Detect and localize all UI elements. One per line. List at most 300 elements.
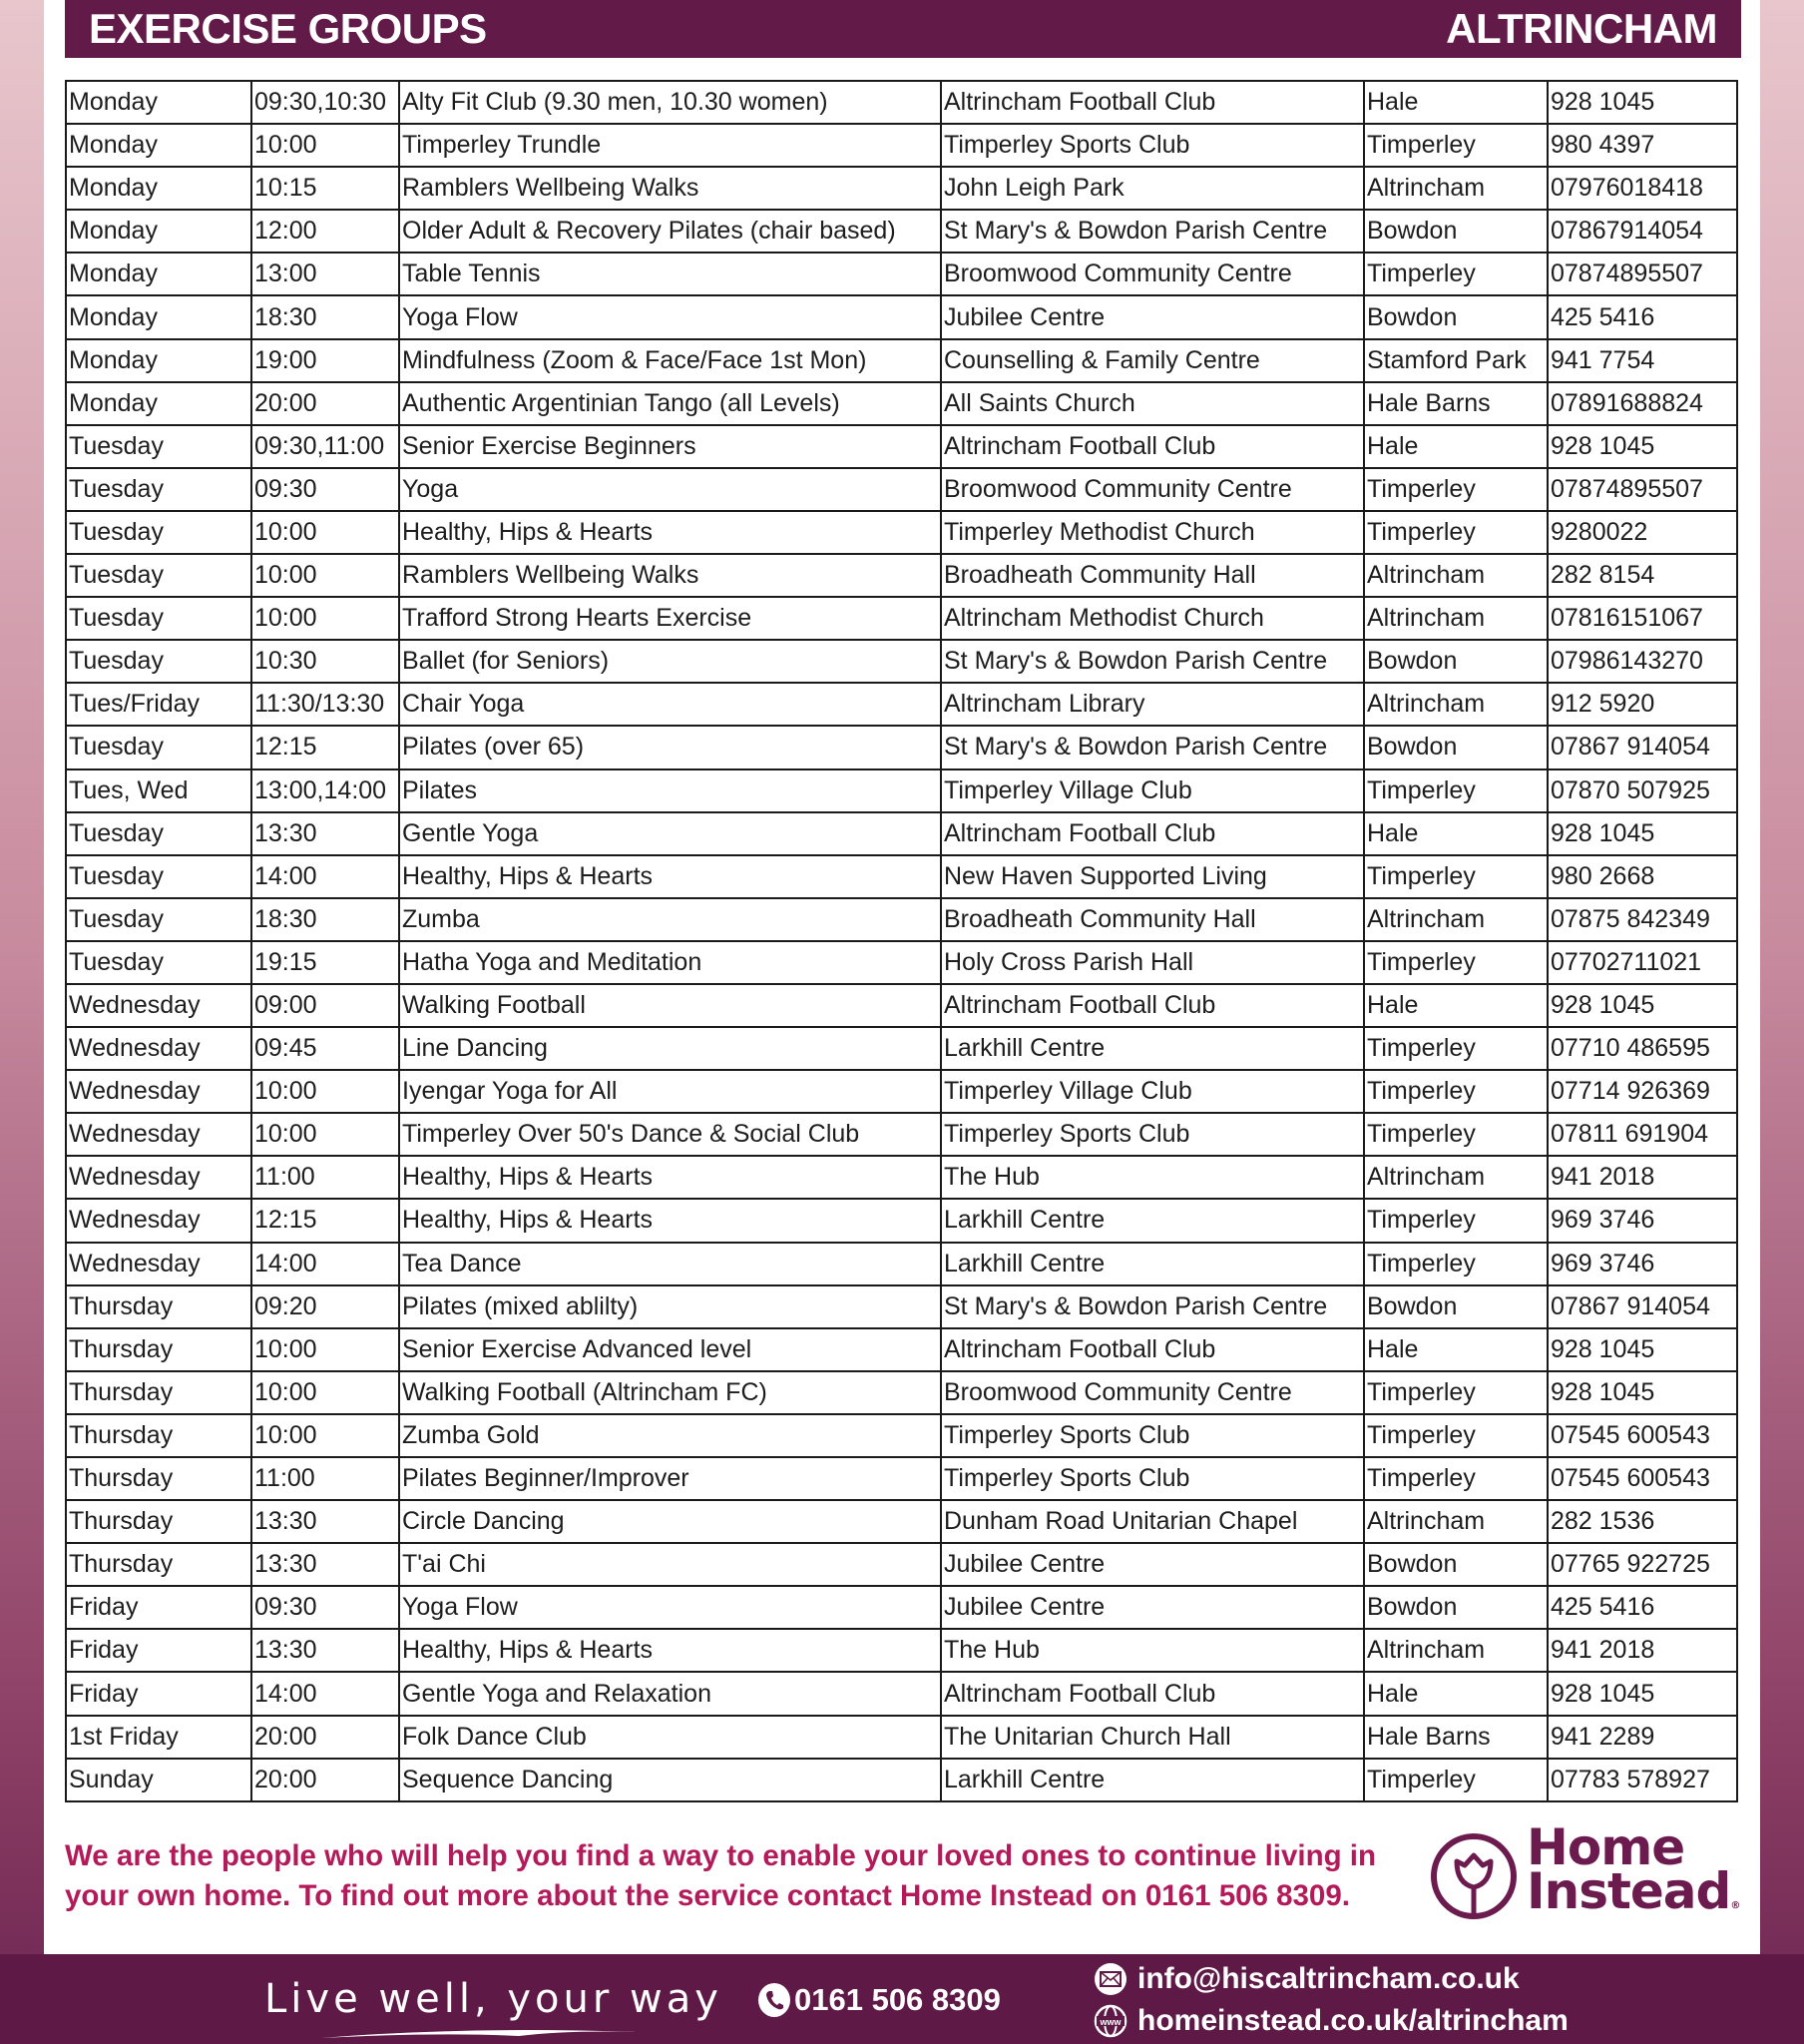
cell-phone[interactable]: 969 3746 — [1548, 1243, 1737, 1285]
cell-phone[interactable]: 941 2018 — [1548, 1629, 1737, 1672]
table-row — [66, 726, 1737, 768]
cell-activity: Pilates (mixed ablilty) — [399, 1285, 941, 1328]
cell-time: 09:30,11:00 — [251, 425, 399, 468]
envelope-icon — [1094, 1962, 1128, 1996]
table-row — [66, 1716, 1737, 1759]
cell-time: 09:00 — [251, 984, 399, 1027]
cell-activity: Chair Yoga — [399, 683, 941, 726]
cell-phone[interactable]: 928 1045 — [1548, 1371, 1737, 1414]
cell-venue: Broomwood Community Centre — [941, 1371, 1364, 1414]
cell-day: Tuesday — [66, 941, 251, 984]
footer-email-address: info@hiscaltrincham.co.uk — [1137, 1962, 1520, 1995]
cell-venue: St Mary's & Bowdon Parish Centre — [941, 210, 1364, 253]
cell-day: Monday — [66, 382, 251, 425]
cell-day: Sunday — [66, 1759, 251, 1801]
cell-area: Timperley — [1364, 769, 1548, 812]
table-row — [66, 1586, 1737, 1629]
globe-www-icon — [1094, 2004, 1128, 2038]
table-row — [66, 511, 1737, 554]
cell-activity: Timperley Trundle — [399, 124, 941, 167]
cell-activity: Yoga Flow — [399, 1586, 941, 1629]
location-title: ALTRINCHAM — [1446, 5, 1717, 52]
cell-activity: Walking Football (Altrincham FC) — [399, 1371, 941, 1414]
cell-activity: Ramblers Wellbeing Walks — [399, 554, 941, 597]
table-row — [66, 640, 1737, 683]
table-row — [66, 1027, 1737, 1070]
cell-day: Thursday — [66, 1371, 251, 1414]
cell-activity: Pilates Beginner/Improver — [399, 1457, 941, 1500]
cell-area: Bowdon — [1364, 1543, 1548, 1586]
table-row — [66, 382, 1737, 425]
footer-phone-number: 0161 506 8309 — [794, 1982, 1001, 2017]
cell-time: 11:00 — [251, 1156, 399, 1199]
table-row — [66, 1371, 1737, 1414]
cell-time: 14:00 — [251, 1243, 399, 1285]
tulip-circle-icon — [1429, 1831, 1519, 1921]
footer-phone[interactable] — [758, 1982, 1001, 2018]
table-row — [66, 339, 1737, 382]
cell-day: Tuesday — [66, 597, 251, 640]
cell-phone[interactable]: 07875 842349 — [1548, 898, 1737, 941]
cell-phone[interactable]: 07874895507 — [1548, 253, 1737, 295]
cell-venue: Timperley Sports Club — [941, 124, 1364, 167]
cell-day: Monday — [66, 339, 251, 382]
table-row — [66, 81, 1737, 124]
cell-day: Wednesday — [66, 984, 251, 1027]
cell-activity: Timperley Over 50's Dance & Social Club — [399, 1113, 941, 1156]
cell-area: Hale — [1364, 1672, 1548, 1715]
cell-venue: John Leigh Park — [941, 167, 1364, 210]
cell-venue: The Hub — [941, 1629, 1364, 1672]
table-row — [66, 1629, 1737, 1672]
table-row — [66, 253, 1737, 295]
cell-area: Altrincham — [1364, 167, 1548, 210]
cell-day: Monday — [66, 167, 251, 210]
cell-time: 11:30/13:30 — [251, 683, 399, 726]
cell-phone[interactable]: 928 1045 — [1548, 81, 1737, 124]
cell-day: 1st Friday — [66, 1716, 251, 1759]
cell-venue: Altrincham Library — [941, 683, 1364, 726]
table-row — [66, 941, 1737, 984]
table-row — [66, 1243, 1737, 1285]
cell-phone[interactable]: 941 2018 — [1548, 1156, 1737, 1199]
cell-venue: Jubilee Centre — [941, 1543, 1364, 1586]
table-row — [66, 683, 1737, 726]
cell-venue: Altrincham Methodist Church — [941, 597, 1364, 640]
cell-day: Tuesday — [66, 640, 251, 683]
cell-area: Timperley — [1364, 941, 1548, 984]
cell-activity: Gentle Yoga — [399, 812, 941, 855]
cell-activity: Iyengar Yoga for All — [399, 1070, 941, 1113]
cell-day: Tues/Friday — [66, 683, 251, 726]
cell-activity: Older Adult & Recovery Pilates (chair based) — [399, 210, 941, 253]
cell-area: Altrincham — [1364, 1629, 1548, 1672]
cell-phone[interactable]: 07714 926369 — [1548, 1070, 1737, 1113]
cell-activity: Tea Dance — [399, 1243, 941, 1285]
cell-activity: Senior Exercise Advanced level — [399, 1328, 941, 1371]
cell-activity: Folk Dance Club — [399, 1716, 941, 1759]
cell-venue: Broomwood Community Centre — [941, 468, 1364, 511]
cell-activity: T'ai Chi — [399, 1543, 941, 1586]
cell-venue: Broadheath Community Hall — [941, 898, 1364, 941]
cell-venue: Counselling & Family Centre — [941, 339, 1364, 382]
cell-area: Hale — [1364, 425, 1548, 468]
cell-time: 10:30 — [251, 640, 399, 683]
cell-activity: Circle Dancing — [399, 1500, 941, 1543]
tagline: Live well, your way — [264, 1976, 722, 2022]
cell-activity: Walking Football — [399, 984, 941, 1027]
table-row — [66, 1457, 1737, 1500]
cell-day: Wednesday — [66, 1156, 251, 1199]
cell-area: Bowdon — [1364, 1586, 1548, 1629]
cell-day: Tuesday — [66, 812, 251, 855]
cell-time: 11:00 — [251, 1457, 399, 1500]
cell-day: Tuesday — [66, 898, 251, 941]
cell-phone[interactable]: 941 2289 — [1548, 1716, 1737, 1759]
cell-day: Friday — [66, 1672, 251, 1715]
table-row — [66, 1199, 1737, 1242]
cell-area: Timperley — [1364, 468, 1548, 511]
table-row — [66, 295, 1737, 338]
table-row — [66, 812, 1737, 855]
cell-area: Timperley — [1364, 1070, 1548, 1113]
table-row — [66, 855, 1737, 898]
cell-time: 13:00 — [251, 253, 399, 295]
cell-time: 19:00 — [251, 339, 399, 382]
cell-phone[interactable]: 928 1045 — [1548, 425, 1737, 468]
cell-venue: Larkhill Centre — [941, 1759, 1364, 1801]
cell-day: Tuesday — [66, 726, 251, 768]
cell-day: Monday — [66, 295, 251, 338]
cell-phone[interactable]: 07545 600543 — [1548, 1457, 1737, 1500]
cell-time: 10:00 — [251, 124, 399, 167]
cell-day: Monday — [66, 124, 251, 167]
cell-activity: Pilates — [399, 769, 941, 812]
cell-time: 13:30 — [251, 1629, 399, 1672]
cell-venue: Broomwood Community Centre — [941, 253, 1364, 295]
cell-time: 20:00 — [251, 1716, 399, 1759]
cell-phone[interactable]: 425 5416 — [1548, 1586, 1737, 1629]
cell-area: Hale — [1364, 984, 1548, 1027]
cell-area: Bowdon — [1364, 640, 1548, 683]
cell-phone[interactable]: 928 1045 — [1548, 984, 1737, 1027]
cell-phone[interactable]: 07702711021 — [1548, 941, 1737, 984]
cell-area: Timperley — [1364, 253, 1548, 295]
phone-icon — [758, 1983, 790, 2017]
cell-venue: St Mary's & Bowdon Parish Centre — [941, 640, 1364, 683]
cell-day: Friday — [66, 1586, 251, 1629]
cell-area: Timperley — [1364, 1371, 1548, 1414]
cell-phone[interactable]: 07867 914054 — [1548, 726, 1737, 768]
cell-time: 14:00 — [251, 855, 399, 898]
home-instead-logo — [1429, 1817, 1748, 1926]
cell-area: Altrincham — [1364, 554, 1548, 597]
cell-area: Timperley — [1364, 124, 1548, 167]
cell-activity: Zumba — [399, 898, 941, 941]
cell-time: 10:00 — [251, 1113, 399, 1156]
cell-day: Tues, Wed — [66, 769, 251, 812]
cell-activity: Healthy, Hips & Hearts — [399, 511, 941, 554]
cell-time: 10:00 — [251, 1328, 399, 1371]
header-bar — [65, 0, 1741, 58]
cell-area: Altrincham — [1364, 1156, 1548, 1199]
cell-activity: Healthy, Hips & Hearts — [399, 1199, 941, 1242]
cell-venue: The Hub — [941, 1156, 1364, 1199]
cell-venue: All Saints Church — [941, 382, 1364, 425]
cell-day: Tuesday — [66, 554, 251, 597]
cell-phone[interactable]: 07976018418 — [1548, 167, 1737, 210]
cell-venue: St Mary's & Bowdon Parish Centre — [941, 726, 1364, 768]
cell-venue: The Unitarian Church Hall — [941, 1716, 1364, 1759]
registered-mark: ® — [1730, 1899, 1741, 1911]
cell-day: Wednesday — [66, 1243, 251, 1285]
cell-activity: Hatha Yoga and Meditation — [399, 941, 941, 984]
cell-activity: Table Tennis — [399, 253, 941, 295]
cell-area: Altrincham — [1364, 683, 1548, 726]
cell-area: Timperley — [1364, 511, 1548, 554]
cell-phone[interactable]: 07545 600543 — [1548, 1414, 1737, 1457]
table-row — [66, 1113, 1737, 1156]
cell-venue: Altrincham Football Club — [941, 425, 1364, 468]
cell-activity: Gentle Yoga and Relaxation — [399, 1672, 941, 1715]
cell-area: Timperley — [1364, 855, 1548, 898]
cell-phone[interactable]: 07874895507 — [1548, 468, 1737, 511]
table-row — [66, 554, 1737, 597]
cell-venue: Timperley Sports Club — [941, 1457, 1364, 1500]
cell-time: 13:30 — [251, 1543, 399, 1586]
cell-area: Timperley — [1364, 1243, 1548, 1285]
cell-venue: Altrincham Football Club — [941, 812, 1364, 855]
cell-time: 10:00 — [251, 1414, 399, 1457]
cell-venue: Dunham Road Unitarian Chapel — [941, 1500, 1364, 1543]
cell-day: Thursday — [66, 1285, 251, 1328]
table-row — [66, 124, 1737, 167]
cell-venue: Timperley Village Club — [941, 769, 1364, 812]
cell-phone[interactable]: 941 7754 — [1548, 339, 1737, 382]
svg-text:www: www — [1100, 2017, 1122, 2027]
cell-phone[interactable]: 07816151067 — [1548, 597, 1737, 640]
cell-time: 13:30 — [251, 812, 399, 855]
cell-phone[interactable]: 980 2668 — [1548, 855, 1737, 898]
cell-day: Tuesday — [66, 855, 251, 898]
cell-time: 20:00 — [251, 382, 399, 425]
cell-time: 14:00 — [251, 1672, 399, 1715]
cell-area: Timperley — [1364, 1113, 1548, 1156]
logo-wordmark — [1527, 1817, 1741, 1928]
cell-venue: Timperley Village Club — [941, 1070, 1364, 1113]
cell-venue: New Haven Supported Living — [941, 855, 1364, 898]
logo-line-home: Home — [1527, 1817, 1685, 1876]
page-title: EXERCISE GROUPS — [89, 5, 487, 52]
cell-phone[interactable]: 282 8154 — [1548, 554, 1737, 597]
cell-activity: Yoga Flow — [399, 295, 941, 338]
cell-day: Tuesday — [66, 511, 251, 554]
table-row — [66, 1070, 1737, 1113]
cell-venue: Altrincham Football Club — [941, 1328, 1364, 1371]
cell-phone[interactable]: 07891688824 — [1548, 382, 1737, 425]
cell-venue: Altrincham Football Club — [941, 984, 1364, 1027]
cell-activity: Pilates (over 65) — [399, 726, 941, 768]
cell-area: Timperley — [1364, 1414, 1548, 1457]
cell-activity: Authentic Argentinian Tango (all Levels) — [399, 382, 941, 425]
cell-venue: St Mary's & Bowdon Parish Centre — [941, 1285, 1364, 1328]
cell-activity: Sequence Dancing — [399, 1759, 941, 1801]
cell-activity: Ramblers Wellbeing Walks — [399, 167, 941, 210]
cell-activity: Alty Fit Club (9.30 men, 10.30 women) — [399, 81, 941, 124]
cell-day: Thursday — [66, 1543, 251, 1586]
table-row — [66, 1500, 1737, 1543]
cell-venue: Altrincham Football Club — [941, 1672, 1364, 1715]
cell-area: Timperley — [1364, 1199, 1548, 1242]
cell-phone[interactable]: 07986143270 — [1548, 640, 1737, 683]
cell-venue: Altrincham Football Club — [941, 81, 1364, 124]
cell-time: 10:15 — [251, 167, 399, 210]
cell-time: 12:00 — [251, 210, 399, 253]
cell-area: Hale Barns — [1364, 1716, 1548, 1759]
cell-day: Wednesday — [66, 1027, 251, 1070]
logo-line-instead: Instead — [1527, 1861, 1731, 1920]
cell-venue: Timperley Sports Club — [941, 1113, 1364, 1156]
cell-area: Timperley — [1364, 1759, 1548, 1801]
cell-day: Wednesday — [66, 1113, 251, 1156]
cell-day: Thursday — [66, 1500, 251, 1543]
cell-time: 10:00 — [251, 597, 399, 640]
cell-area: Hale — [1364, 812, 1548, 855]
table-row — [66, 898, 1737, 941]
footer-website-url: homeinstead.co.uk/altrincham — [1137, 2004, 1569, 2037]
cell-phone[interactable]: 425 5416 — [1548, 295, 1737, 338]
cell-venue: Holy Cross Parish Hall — [941, 941, 1364, 984]
table-row — [66, 210, 1737, 253]
table-row — [66, 1328, 1737, 1371]
cell-time: 09:30 — [251, 1586, 399, 1629]
cell-time: 10:00 — [251, 554, 399, 597]
cell-day: Friday — [66, 1629, 251, 1672]
promo-text: We are the people who will help you find a way to enable your loved ones to continue living in your own home. To find out more about the service contact Home Instead on 0161 506 8309. — [65, 1839, 1377, 1912]
cell-venue: Timperley Sports Club — [941, 1414, 1364, 1457]
cell-phone[interactable]: 928 1045 — [1548, 1328, 1737, 1371]
cell-activity: Senior Exercise Beginners — [399, 425, 941, 468]
cell-phone[interactable]: 969 3746 — [1548, 1199, 1737, 1242]
cell-area: Bowdon — [1364, 726, 1548, 768]
cell-activity: Line Dancing — [399, 1027, 941, 1070]
cell-activity: Trafford Strong Hearts Exercise — [399, 597, 941, 640]
cell-time: 19:15 — [251, 941, 399, 984]
cell-area: Stamford Park — [1364, 339, 1548, 382]
table-row — [66, 1759, 1737, 1801]
cell-phone[interactable]: 07783 578927 — [1548, 1759, 1737, 1801]
table-row — [66, 1543, 1737, 1586]
cell-day: Wednesday — [66, 1199, 251, 1242]
cell-phone[interactable]: 282 1536 — [1548, 1500, 1737, 1543]
cell-phone[interactable]: 9280022 — [1548, 511, 1737, 554]
cell-activity: Ballet (for Seniors) — [399, 640, 941, 683]
cell-day: Thursday — [66, 1414, 251, 1457]
cell-time: 13:00,14:00 — [251, 769, 399, 812]
cell-venue: Larkhill Centre — [941, 1199, 1364, 1242]
cell-time: 18:30 — [251, 898, 399, 941]
cell-day: Monday — [66, 81, 251, 124]
table-row — [66, 1414, 1737, 1457]
cell-phone[interactable]: 07765 922725 — [1548, 1543, 1737, 1586]
cell-day: Tuesday — [66, 425, 251, 468]
cell-activity: Zumba Gold — [399, 1414, 941, 1457]
cell-area: Bowdon — [1364, 210, 1548, 253]
cell-day: Thursday — [66, 1457, 251, 1500]
cell-time: 20:00 — [251, 1759, 399, 1801]
cell-venue: Timperley Methodist Church — [941, 511, 1364, 554]
cell-time: 09:45 — [251, 1027, 399, 1070]
footer-website[interactable] — [1094, 2004, 1569, 2038]
table-row — [66, 468, 1737, 511]
cell-time: 09:30 — [251, 468, 399, 511]
cell-phone[interactable]: 928 1045 — [1548, 1672, 1737, 1715]
cell-area: Hale Barns — [1364, 382, 1548, 425]
cell-phone[interactable]: 07867914054 — [1548, 210, 1737, 253]
cell-venue: Broadheath Community Hall — [941, 554, 1364, 597]
table-row — [66, 167, 1737, 210]
cell-time: 13:30 — [251, 1500, 399, 1543]
swoosh-decoration — [319, 2022, 639, 2042]
table-row — [66, 1672, 1737, 1715]
cell-phone[interactable]: 912 5920 — [1548, 683, 1737, 726]
cell-area: Hale — [1364, 81, 1548, 124]
cell-venue: Jubilee Centre — [941, 1586, 1364, 1629]
cell-phone[interactable]: 928 1045 — [1548, 812, 1737, 855]
footer-email[interactable] — [1094, 1962, 1520, 1996]
cell-day: Monday — [66, 210, 251, 253]
cell-phone[interactable]: 980 4397 — [1548, 124, 1737, 167]
table-row — [66, 1156, 1737, 1199]
cell-activity: Yoga — [399, 468, 941, 511]
cell-time: 09:30,10:30 — [251, 81, 399, 124]
cell-area: Altrincham — [1364, 1500, 1548, 1543]
table-row — [66, 984, 1737, 1027]
cell-day: Monday — [66, 253, 251, 295]
cell-time: 12:15 — [251, 726, 399, 768]
cell-time: 10:00 — [251, 1070, 399, 1113]
cell-activity: Healthy, Hips & Hearts — [399, 1629, 941, 1672]
cell-phone[interactable]: 07710 486595 — [1548, 1027, 1737, 1070]
cell-phone[interactable]: 07867 914054 — [1548, 1285, 1737, 1328]
cell-area: Altrincham — [1364, 898, 1548, 941]
table-row — [66, 769, 1737, 812]
cell-activity: Mindfulness (Zoom & Face/Face 1st Mon) — [399, 339, 941, 382]
cell-time: 12:15 — [251, 1199, 399, 1242]
cell-phone[interactable]: 07811 691904 — [1548, 1113, 1737, 1156]
cell-venue: Larkhill Centre — [941, 1027, 1364, 1070]
cell-activity: Healthy, Hips & Hearts — [399, 1156, 941, 1199]
cell-venue: Larkhill Centre — [941, 1243, 1364, 1285]
cell-time: 09:20 — [251, 1285, 399, 1328]
table-row — [66, 425, 1737, 468]
cell-time: 10:00 — [251, 511, 399, 554]
cell-time: 18:30 — [251, 295, 399, 338]
cell-phone[interactable]: 07870 507925 — [1548, 769, 1737, 812]
cell-day: Thursday — [66, 1328, 251, 1371]
cell-time: 10:00 — [251, 1371, 399, 1414]
cell-venue: Jubilee Centre — [941, 295, 1364, 338]
cell-area: Bowdon — [1364, 1285, 1548, 1328]
cell-area: Hale — [1364, 1328, 1548, 1371]
cell-area: Bowdon — [1364, 295, 1548, 338]
cell-area: Timperley — [1364, 1027, 1548, 1070]
cell-area: Altrincham — [1364, 597, 1548, 640]
cell-day: Wednesday — [66, 1070, 251, 1113]
cell-activity: Healthy, Hips & Hearts — [399, 855, 941, 898]
exercise-schedule-table — [65, 80, 1738, 1802]
cell-day: Tuesday — [66, 468, 251, 511]
